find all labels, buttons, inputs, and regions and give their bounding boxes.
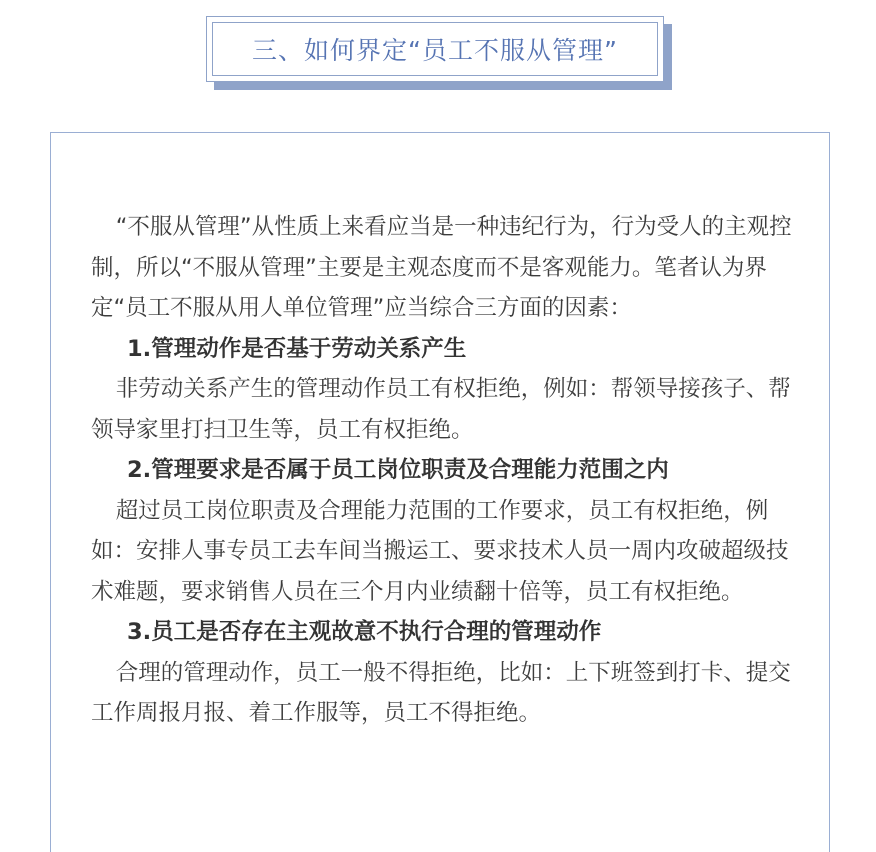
section-heading-box bbox=[206, 16, 672, 90]
subsection-heading-3: 3.员工是否存在主观故意不执行合理的管理动作 bbox=[127, 619, 602, 645]
subsection-heading-1: 1.管理动作是否基于劳动关系产生 bbox=[127, 335, 467, 362]
subsection-body-1: 非劳动关系产生的管理动作员工有权拒绝，例如：帮领导接孩子、帮领导家里打扫卫生等，员工有权拒绝。 bbox=[91, 376, 791, 443]
article-card bbox=[50, 132, 830, 852]
intro-paragraph: “不服从管理”从性质上来看应当是一种违纪行为，行为受人的主观控制，所以“不服从管理”主要是主观态度而不是客观能力。笔者认为界定“员工不服从用人单位管理”应当综合三方面的因素： bbox=[91, 214, 792, 321]
article-body bbox=[91, 207, 801, 734]
subsection-body-2: 超过员工岗位职责及合理能力范围的工作要求，员工有权拒绝，例如：安排人事专员工去车间当搬运工、要求技术人员一周内攻破超级技术难题，要求销售人员在三个月内业绩翻十倍等，员工有权拒绝。 bbox=[91, 497, 789, 605]
section-title: 三、如何界定“员工不服从管理” bbox=[252, 36, 618, 65]
subsection-heading-2: 2.管理要求是否属于员工岗位职责及合理能力范围之内 bbox=[127, 457, 669, 483]
subsection-body-3: 合理的管理动作，员工一般不得拒绝，比如：上下班签到打卡、提交工作周报月报、着工作服等，员工不得拒绝。 bbox=[91, 659, 791, 726]
heading-inner-frame bbox=[212, 22, 658, 76]
heading-frame bbox=[206, 16, 664, 82]
